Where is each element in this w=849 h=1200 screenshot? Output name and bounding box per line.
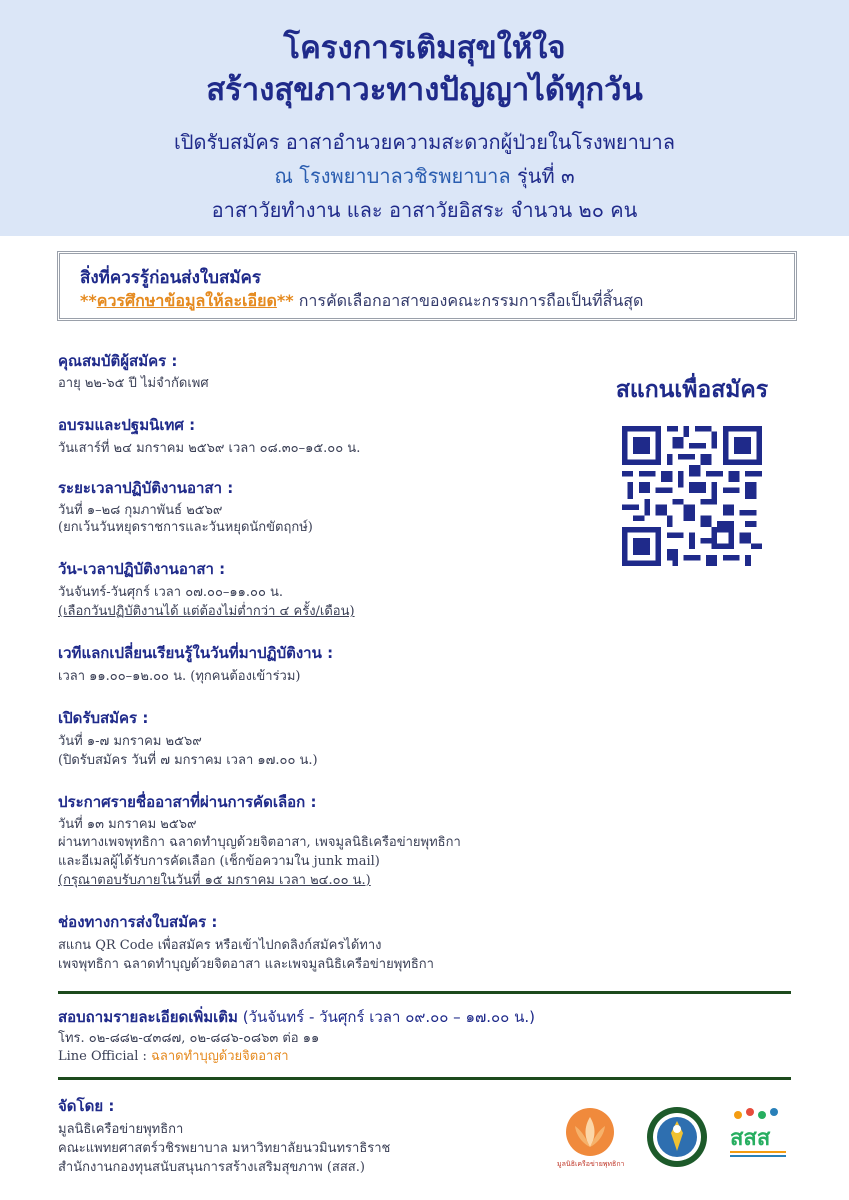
organizer-1: มูลนิธิเครือข่ายพุทธิกา [58,1122,184,1137]
schedule-text-1: วันจันทร์-วันศุกร์ เวลา ๐๗.๐๐–๑๑.๐๐ น. [58,585,284,600]
header-banner [0,0,849,236]
notice-emphasis: ควรศึกษาข้อมูลให้ละเอียด [96,291,277,310]
notice-text [80,289,643,314]
notice-stars-left: ** [80,291,97,310]
organizer-2: คณะแพทยศาสตร์วชิรพยาบาล มหาวิทยาลัยนวมินทราธิราช [58,1141,391,1156]
channel-text-2: เพจพุทธิกา ฉลาดทำบุญด้วยจิตอาสา และเพจมูลนิธิเครือข่ายพุทธิกา [58,957,434,972]
contact-line-official [58,1045,289,1066]
open-heading: เปิดรับสมัคร : [58,709,149,727]
divider-top [58,991,791,994]
contact-phone: โทร. ๐๒-๘๘๒-๔๓๘๗, ๐๒-๘๘๖-๐๘๖๓ ต่อ ๑๑ [58,1031,320,1046]
line-label: Line Official : [58,1049,152,1064]
line-value[interactable]: ฉลาดทำบุญด้วยจิตอาสา [151,1049,289,1064]
training-text: วันเสาร์ที่ ๒๔ มกราคม ๒๕๖๙ เวลา ๐๘.๓๐–๑๕.๐๐ น. [58,441,361,456]
qr-code[interactable] [622,426,762,566]
buddhika-caption: มูลนิธิเครือข่ายพุทธิกา [557,1160,625,1168]
contact-hours: (วันจันทร์ - วันศุกร์ เวลา ๐๙.๐๐ – ๑๗.๐๐ น.) [237,1008,535,1026]
title-line-1: โครงการเติมสุขให้ใจ [283,30,566,66]
organizer-3: สำนักงานกองทุนสนับสนุนการสร้างเสริมสุขภาพ (สสส.) [58,1160,365,1175]
announce-text-3: และอีเมลผู้ได้รับการคัดเลือก (เช็กข้อความใน junk mail) [58,854,380,869]
qualification-heading: คุณสมบัติผู้สมัคร : [58,352,178,370]
buddhika-foundation-logo [565,1107,615,1157]
open-text-2: (ปิดรับสมัคร วันที่ ๗ มกราคม เวลา ๑๗.๐๐ น.) [58,753,318,768]
notice-stars-right: ** [276,291,294,310]
channel-text-1: สแกน QR Code เพื่อสมัคร หรือเข้าไปกดลิงก์สมัครได้ทาง [58,938,382,953]
subtitle-line-2 [0,162,849,190]
contact-heading [58,1005,535,1029]
period-heading: ระยะเวลาปฏิบัติงานอาสา : [58,479,234,497]
hospital-name: ณ โรงพยาบาลวชิรพยาบาล [274,164,511,188]
thaihealth-logo [728,1107,790,1163]
vajira-hospital-seal [645,1105,709,1169]
announce-text-4: (กรุณาตอบรับภายในวันที่ ๑๕ มกราคม เวลา ๒๔.๐๐ น.) [58,873,371,888]
organizers-heading: จัดโดย : [58,1097,115,1115]
training-heading: อบรมและปฐมนิเทศ : [58,416,196,434]
exchange-heading: เวทีแลกเปลี่ยนเรียนรู้ในวันที่มาปฏิบัติงาน : [58,644,334,662]
notice-rest: การคัดเลือกอาสาของคณะกรรมการถือเป็นที่สิ้นสุด [293,291,644,310]
announce-text-1: วันที่ ๑๓ มกราคม ๒๕๖๙ [58,817,197,832]
divider-bottom [58,1077,791,1080]
period-text-2: (ยกเว้นวันหยุดราชการและวันหยุดนักขัตฤกษ์) [58,520,313,535]
open-text-1: วันที่ ๑-๗ มกราคม ๒๕๖๙ [58,734,202,749]
title-line-2: สร้างสุขภาวะทางปัญญาได้ทุกวัน [206,72,643,108]
notice-title: สิ่งที่ควรรู้ก่อนส่งใบสมัคร [80,268,262,288]
announce-heading: ประกาศรายชื่ออาสาที่ผ่านการคัดเลือก : [58,793,317,811]
schedule-heading: วัน-เวลาปฏิบัติงานอาสา : [58,560,226,578]
scan-heading: สแกนเพื่อสมัคร [615,377,769,403]
subtitle-line-3: อาสาวัยทำงาน และ อาสาวัยอิสระ จำนวน ๒๐ คน [211,198,638,222]
notice-box [57,251,797,321]
schedule-text-2: (เลือกวันปฏิบัติงานได้ แต่ต้องไม่ต่ำกว่า ๔ ครั้ง/เดือน) [58,604,355,619]
announce-text-2: ผ่านทางเพจพุทธิกา ฉลาดทำบุญด้วยจิตอาสา, เพจมูลนิธิเครือข่ายพุทธิกา [58,835,461,850]
exchange-text: เวลา ๑๑.๐๐–๑๒.๐๐ น. (ทุกคนต้องเข้าร่วม) [58,669,301,684]
batch-label: รุ่นที่ ๓ [510,164,575,188]
thaihealth-wordmark: สสส [730,1126,771,1151]
qualification-text: อายุ ๒๒-๖๕ ปี ไม่จำกัดเพศ [58,376,209,391]
contact-title: สอบถามรายละเอียดเพิ่มเติม [58,1008,238,1026]
channel-heading: ช่องทางการส่งใบสมัคร : [58,913,218,931]
period-text-1: วันที่ ๑–๒๘ กุมภาพันธ์ ๒๕๖๙ [58,503,223,518]
subtitle-line-1: เปิดรับสมัคร อาสาอำนวยความสะดวกผู้ป่วยในโรงพยาบาล [173,130,676,154]
